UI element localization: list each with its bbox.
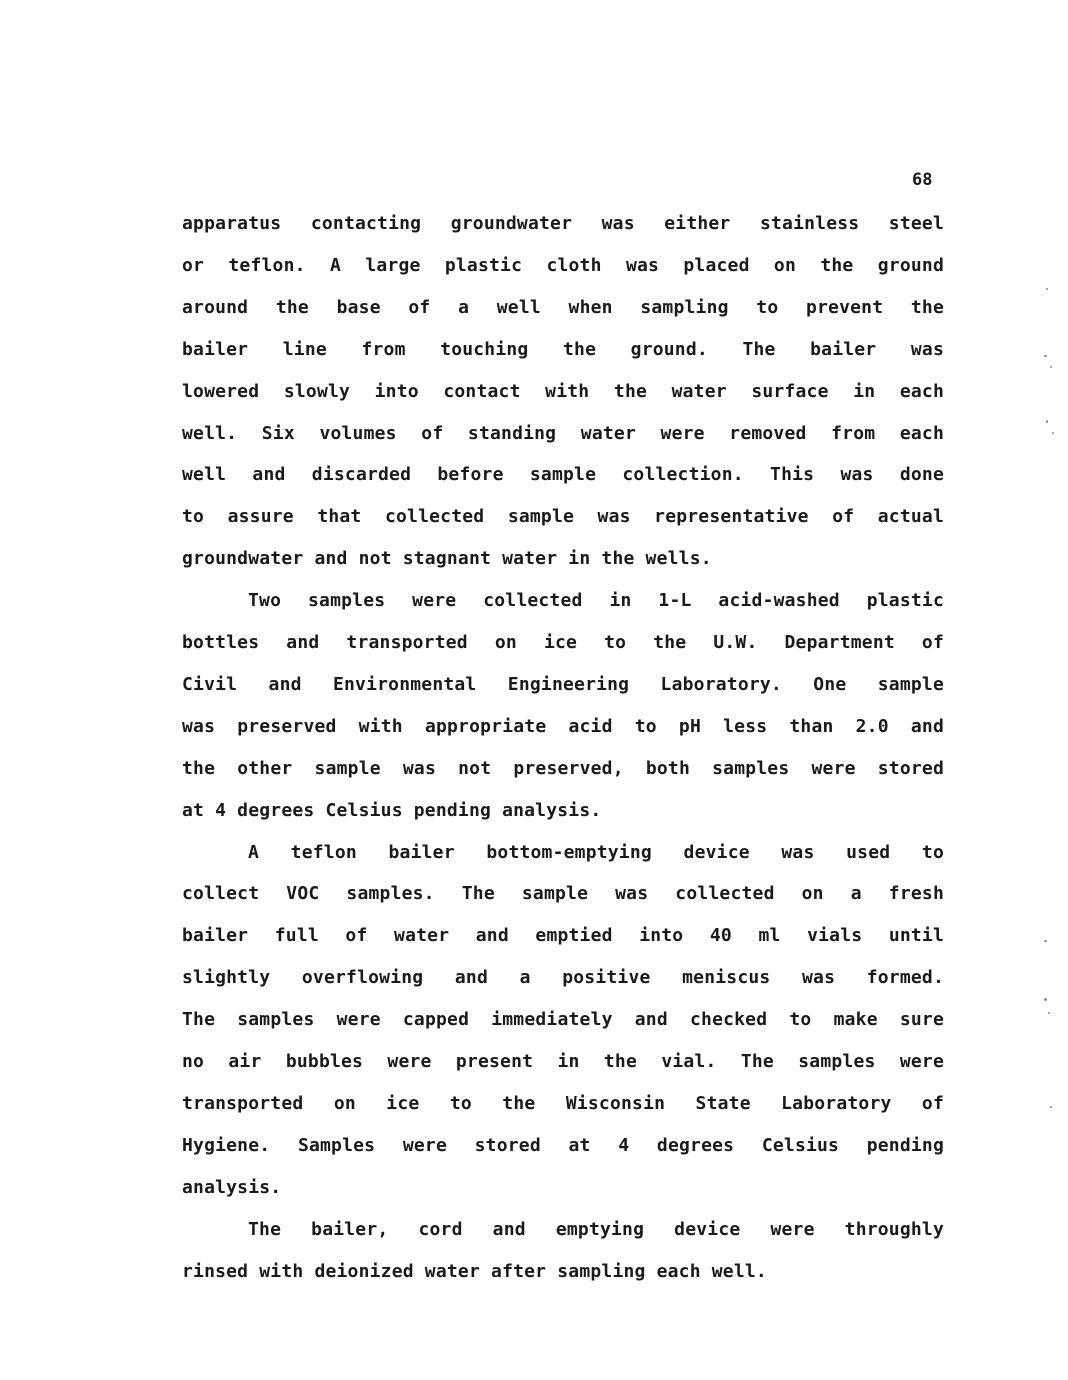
scan-speck <box>1046 288 1048 290</box>
text-line: bottles and transported on ice to the U.W. Department of <box>182 632 944 653</box>
page-number: 68 <box>912 170 933 190</box>
scan-speck <box>1044 998 1047 1001</box>
scan-speck <box>1044 940 1047 942</box>
text-line: at 4 degrees Celsius pending analysis. <box>182 799 602 821</box>
scan-speck <box>1052 432 1054 434</box>
text-line: no air bubbles were present in the vial. The samples were <box>182 1051 944 1072</box>
text-line: rinsed with deionized water after sampling each well. <box>182 1260 767 1282</box>
text-line: transported on ice to the Wisconsin State Laboratory of <box>182 1092 944 1114</box>
text-line: the other sample was not preserved, both samples were stored <box>182 757 944 779</box>
text-line: Civil and Environmental Engineering Laboratory. One sample <box>182 673 944 695</box>
text-line: The samples were capped immediately and checked to make sure <box>182 1009 944 1031</box>
text-line: bailer line from touching the ground. The bailer was <box>182 338 944 360</box>
text-line: to assure that collected sample was representative of actual <box>182 506 944 528</box>
text-line: Hygiene. Samples were stored at 4 degrees Celsius pending <box>182 1134 944 1156</box>
scan-speck <box>1050 366 1052 368</box>
text-line: apparatus contacting groundwater was either stainless steel <box>182 213 944 234</box>
text-line: slightly overflowing and a positive meniscus was formed. <box>182 967 944 989</box>
text-line: well. Six volumes of standing water were removed from each <box>182 422 944 444</box>
text-line: around the base of a well when sampling to prevent the <box>182 296 944 318</box>
text-line: A teflon bailer bottom-emptying device was used to <box>248 841 944 863</box>
text-line: analysis. <box>182 1176 282 1198</box>
text-line: or teflon. A large plastic cloth was placed on the ground <box>182 254 944 276</box>
text-line: was preserved with appropriate acid to pH less than 2.0 and <box>182 715 944 737</box>
text-line: groundwater and not stagnant water in the wells. <box>182 548 712 570</box>
text-line: bailer full of water and emptied into 40 ml vials until <box>182 925 944 947</box>
scan-speck <box>1048 1012 1050 1014</box>
text-line: The bailer, cord and emptying device were throughly <box>248 1218 944 1240</box>
text-line: Two samples were collected in 1-L acid-washed plastic <box>248 590 944 612</box>
scan-speck <box>1044 355 1047 357</box>
text-line: well and discarded before sample collection. This was done <box>182 464 944 486</box>
text-line: collect VOC samples. The sample was collected on a fresh <box>182 883 944 905</box>
scan-speck <box>1046 420 1048 423</box>
text-line: lowered slowly into contact with the water surface in each <box>182 380 944 402</box>
scan-speck <box>1050 1106 1052 1108</box>
